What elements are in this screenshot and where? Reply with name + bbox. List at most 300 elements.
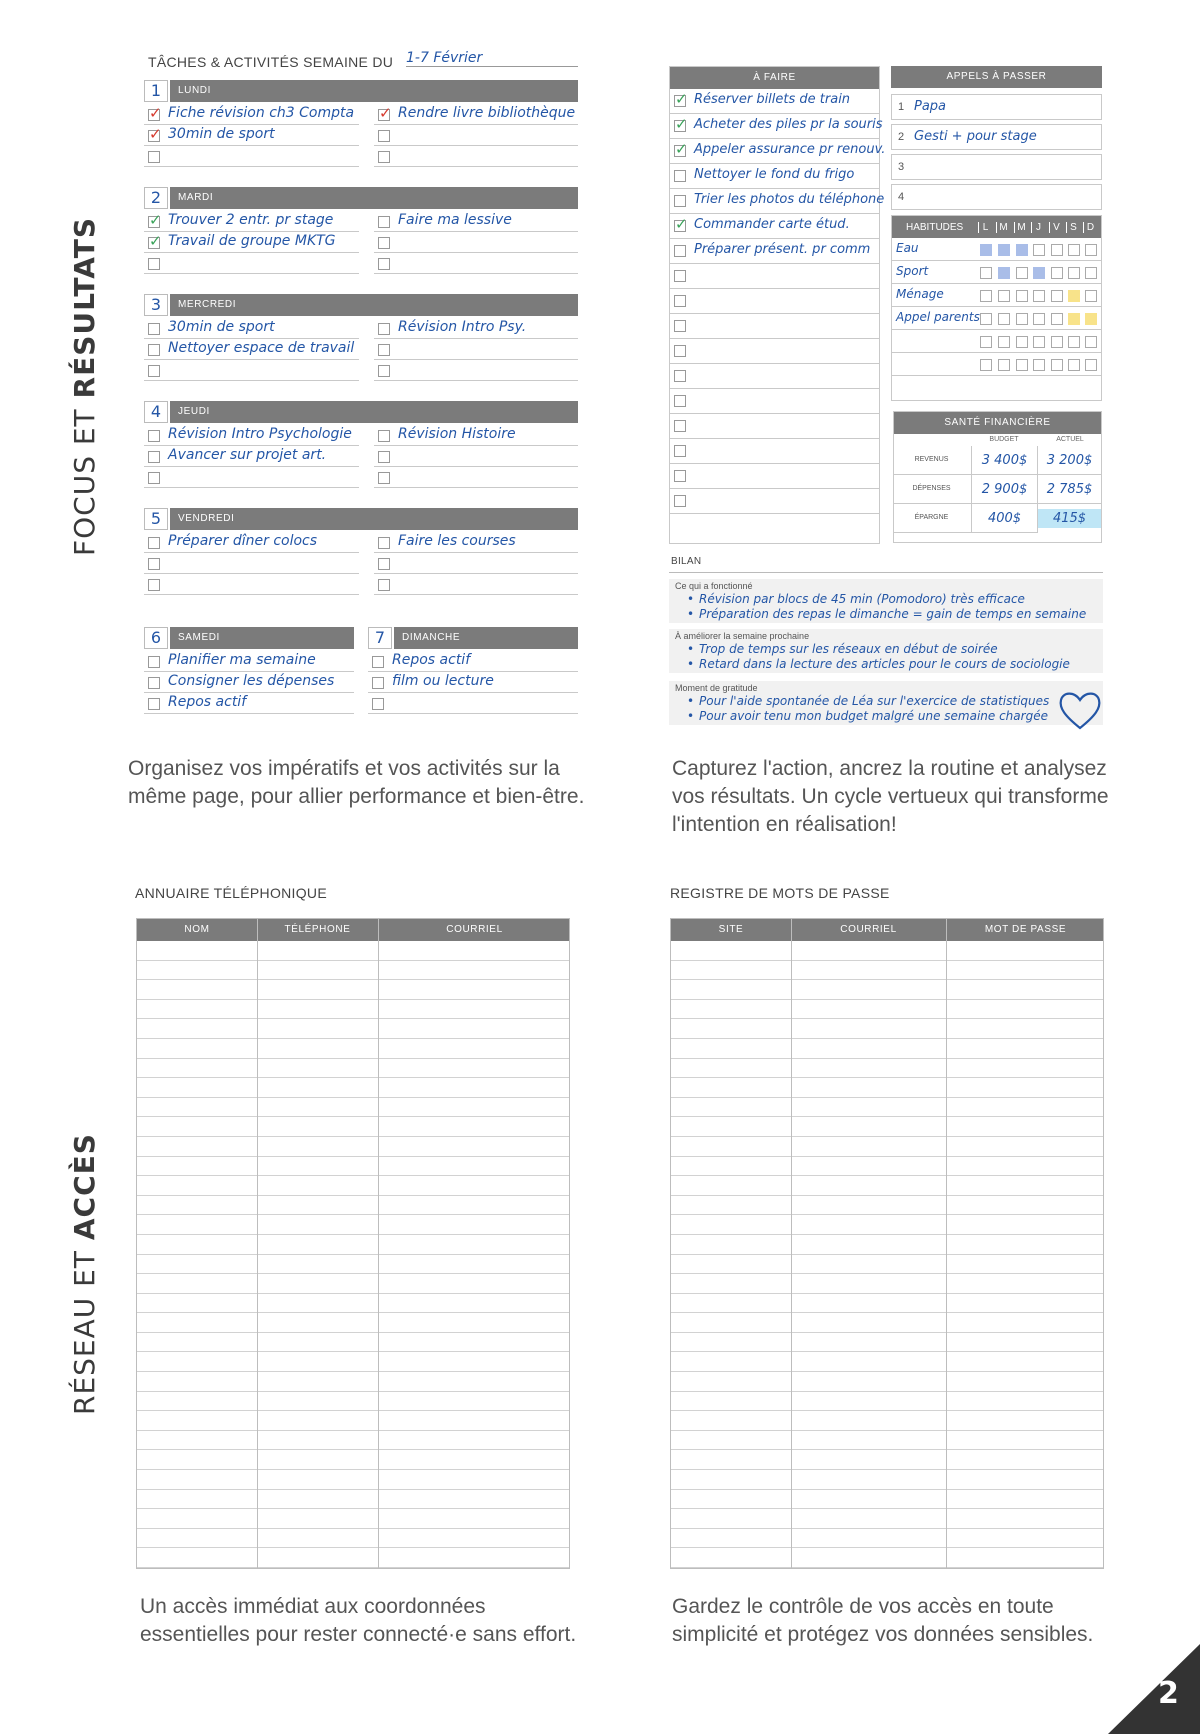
table-row[interactable] (671, 1548, 1103, 1568)
table-row[interactable] (137, 1196, 569, 1216)
task-checkbox[interactable] (148, 365, 160, 377)
task-checkbox[interactable] (148, 677, 160, 689)
day-number: 5 (144, 508, 168, 530)
weekend-block (144, 627, 354, 710)
table-row[interactable] (137, 1411, 569, 1431)
todo-text: Préparer présent. pr comm (694, 242, 871, 257)
table-row[interactable] (671, 980, 1103, 1000)
registre-rows (671, 941, 1103, 1568)
day-block (144, 508, 578, 549)
table-row[interactable] (137, 1294, 569, 1314)
habit-box[interactable] (1085, 290, 1097, 302)
table-row[interactable] (671, 1274, 1103, 1294)
day-number: 6 (144, 627, 168, 649)
task-row[interactable] (144, 693, 354, 714)
day-header (144, 187, 578, 209)
bilan-item: • Retard dans la lecture des articles pour le cours de sociologie (699, 657, 1070, 671)
habit-box[interactable] (998, 359, 1010, 371)
day-header (144, 627, 354, 649)
habit-box[interactable] (998, 290, 1010, 302)
todo-checkbox[interactable] (674, 395, 686, 407)
task-column-right (374, 318, 578, 381)
table-row[interactable] (671, 1000, 1103, 1020)
todo-item[interactable] (670, 389, 879, 414)
todo-item[interactable] (670, 439, 879, 464)
task-checkbox[interactable] (148, 258, 160, 270)
habit-box[interactable] (1068, 336, 1080, 348)
table-row[interactable] (671, 941, 1103, 961)
task-row[interactable] (144, 318, 359, 339)
call-item[interactable] (891, 184, 1102, 210)
table-row[interactable] (671, 961, 1103, 981)
todo-item[interactable] (670, 139, 886, 164)
table-row[interactable] (671, 1431, 1103, 1451)
task-column-right (374, 104, 578, 167)
day-header (144, 401, 578, 423)
table-row[interactable] (671, 1450, 1103, 1470)
task-row[interactable] (144, 651, 354, 672)
calls-panel (891, 66, 1102, 214)
todo-item[interactable] (670, 239, 879, 264)
week-date[interactable]: 1-7 Février (406, 50, 578, 67)
habit-box[interactable] (1033, 313, 1045, 325)
task-checkbox[interactable] (148, 430, 160, 442)
table-row[interactable] (137, 1548, 569, 1568)
task-row[interactable] (144, 211, 359, 232)
task-row[interactable] (374, 532, 578, 553)
task-checkbox[interactable] (378, 151, 390, 163)
task-checkbox[interactable] (378, 451, 390, 463)
task-checkbox[interactable] (148, 237, 160, 249)
task-row[interactable] (144, 232, 359, 253)
habit-box[interactable] (1016, 313, 1028, 325)
task-row[interactable] (144, 672, 354, 693)
habit-box[interactable] (1051, 313, 1063, 325)
table-row[interactable] (671, 1529, 1103, 1549)
todo-item[interactable] (670, 114, 883, 139)
task-checkbox[interactable] (148, 451, 160, 463)
todo-checkbox[interactable] (674, 420, 686, 432)
finance-actuel[interactable]: 3 200$ (1037, 446, 1101, 475)
task-row[interactable] (368, 651, 578, 672)
habit-name: Appel parents (896, 310, 980, 324)
task-row[interactable] (374, 467, 578, 488)
table-row[interactable] (137, 1215, 569, 1235)
habit-box[interactable] (980, 359, 992, 371)
habit-box[interactable] (1085, 244, 1097, 256)
habit-box[interactable] (998, 336, 1010, 348)
bilan-block (669, 579, 1103, 623)
day-block (144, 294, 578, 356)
task-checkbox[interactable] (378, 579, 390, 591)
table-row[interactable] (137, 961, 569, 981)
table-row[interactable] (137, 1352, 569, 1372)
todo-checkbox[interactable] (674, 170, 686, 182)
habit-box[interactable] (1016, 290, 1028, 302)
annuaire-title: ANNUAIRE TÉLÉPHONIQUE (135, 885, 327, 901)
table-row[interactable] (137, 980, 569, 1000)
day-name: MERCREDI (170, 294, 578, 316)
habit-box[interactable] (1051, 244, 1063, 256)
task-checkbox[interactable] (148, 656, 160, 668)
habit-box[interactable] (1051, 267, 1063, 279)
task-checkbox[interactable] (378, 537, 390, 549)
todo-checkbox[interactable] (674, 295, 686, 307)
todo-text: Nettoyer le fond du frigo (694, 167, 855, 182)
habit-box[interactable] (980, 244, 992, 256)
bilan-item: • Révision par blocs de 45 min (Pomodoro) très efficace (699, 592, 1025, 606)
todo-checkbox[interactable] (674, 495, 686, 507)
task-row[interactable] (374, 253, 578, 274)
habit-rows (892, 238, 1101, 376)
table-row[interactable] (671, 1411, 1103, 1431)
task-row[interactable] (374, 574, 578, 595)
table-row[interactable] (671, 1333, 1103, 1353)
table-row[interactable] (671, 1313, 1103, 1333)
table-row[interactable] (671, 1352, 1103, 1372)
finance-col-budget: BUDGET (989, 436, 1019, 443)
bilan-label: À améliorer la semaine prochaine (675, 631, 810, 641)
task-checkbox[interactable] (148, 130, 160, 142)
task-checkbox[interactable] (378, 258, 390, 270)
habit-row (892, 353, 1101, 376)
task-row[interactable] (368, 693, 578, 714)
task-text: Repos actif (168, 694, 247, 710)
call-item[interactable] (891, 94, 1102, 120)
task-checkbox[interactable] (378, 109, 390, 121)
table-row[interactable] (671, 1490, 1103, 1510)
task-checkbox[interactable] (378, 558, 390, 570)
task-row[interactable] (144, 553, 359, 574)
task-text: Travail de groupe MKTG (168, 233, 336, 249)
finance-actuel[interactable]: 2 785$ (1037, 475, 1101, 504)
task-checkbox[interactable] (372, 656, 384, 668)
todo-title: À FAIRE (670, 67, 879, 89)
todo-checkbox[interactable] (674, 270, 686, 282)
registre-header (671, 919, 1103, 941)
finance-row (894, 446, 1101, 475)
task-checkbox[interactable] (148, 344, 160, 356)
habit-box[interactable] (1051, 359, 1063, 371)
task-checkbox[interactable] (148, 558, 160, 570)
task-text: 30min de sport (168, 319, 275, 335)
table-row[interactable] (671, 1255, 1103, 1275)
task-column-right (374, 425, 578, 488)
task-checkbox[interactable] (378, 323, 390, 335)
habit-box[interactable] (1016, 244, 1028, 256)
table-row[interactable] (671, 1392, 1103, 1412)
table-row[interactable] (137, 1490, 569, 1510)
task-column-right (374, 532, 578, 595)
table-row[interactable] (137, 1333, 569, 1353)
table-row[interactable] (671, 1509, 1103, 1529)
bilan-block (669, 681, 1103, 725)
todo-item[interactable] (670, 364, 879, 389)
finance-budget[interactable]: 3 400$ (971, 446, 1037, 475)
task-row[interactable] (144, 467, 359, 488)
table-row[interactable] (671, 1098, 1103, 1118)
table-row[interactable] (137, 1019, 569, 1039)
table-row[interactable] (671, 1294, 1103, 1314)
table-row[interactable] (671, 1039, 1103, 1059)
habit-box[interactable] (1016, 267, 1028, 279)
table-row[interactable] (671, 1235, 1103, 1255)
task-row[interactable] (144, 532, 359, 553)
todo-item[interactable] (670, 464, 879, 489)
table-row[interactable] (671, 1176, 1103, 1196)
todo-list (670, 89, 886, 514)
todo-checkbox[interactable] (674, 220, 686, 232)
todo-checkbox[interactable] (674, 470, 686, 482)
col-header: COURRIEL (446, 924, 503, 935)
call-text: Papa (914, 99, 947, 114)
task-checkbox[interactable] (148, 151, 160, 163)
habit-box[interactable] (1085, 313, 1097, 325)
task-row[interactable] (374, 232, 578, 253)
annuaire-rows (137, 941, 569, 1568)
table-row[interactable] (671, 1059, 1103, 1079)
habit-box[interactable] (1016, 359, 1028, 371)
task-checkbox[interactable] (378, 130, 390, 142)
habit-name: Sport (896, 264, 929, 278)
day-number: 1 (144, 80, 168, 102)
col-header: COURRIEL (840, 924, 897, 935)
task-checkbox[interactable] (148, 323, 160, 335)
todo-item[interactable] (670, 164, 879, 189)
weekly-heading: TÂCHES & ACTIVITÉS SEMAINE DU (148, 54, 394, 70)
task-row[interactable] (374, 339, 578, 360)
habit-box[interactable] (1033, 244, 1045, 256)
task-row[interactable] (144, 425, 359, 446)
table-row[interactable] (137, 1313, 569, 1333)
table-row[interactable] (137, 1059, 569, 1079)
caption-focus-right: Capturez l'action, ancrez la routine et analysez vos résultats. Un cycle vertueux qui transforme l'intention en réalisation! (672, 757, 1109, 836)
task-row[interactable] (144, 446, 359, 467)
task-row[interactable] (144, 574, 359, 595)
todo-checkbox[interactable] (674, 245, 686, 257)
table-row[interactable] (671, 1196, 1103, 1216)
task-row[interactable] (144, 360, 359, 381)
task-row[interactable] (144, 253, 359, 274)
habit-box[interactable] (1068, 244, 1080, 256)
task-row[interactable] (374, 425, 578, 446)
table-row[interactable] (137, 1392, 569, 1412)
habit-row (892, 330, 1101, 353)
habit-box[interactable] (980, 267, 992, 279)
habit-box[interactable] (980, 290, 992, 302)
todo-checkbox[interactable] (674, 345, 686, 357)
habit-box[interactable] (980, 336, 992, 348)
task-checkbox[interactable] (378, 472, 390, 484)
habit-day-label: J (1031, 222, 1045, 233)
table-row[interactable] (671, 1215, 1103, 1235)
table-row[interactable] (137, 1117, 569, 1137)
task-row[interactable] (374, 125, 578, 146)
finance-budget[interactable]: 400$ (971, 504, 1037, 533)
task-text: Faire ma lessive (398, 212, 512, 228)
task-column-left (144, 211, 359, 274)
habit-box[interactable] (1085, 336, 1097, 348)
task-column (144, 651, 354, 714)
call-item[interactable] (891, 124, 1102, 150)
task-checkbox[interactable] (372, 698, 384, 710)
task-row[interactable] (144, 104, 359, 125)
task-row[interactable] (374, 360, 578, 381)
table-row[interactable] (137, 1470, 569, 1490)
table-row[interactable] (137, 1431, 569, 1451)
table-row[interactable] (137, 1137, 569, 1157)
finance-actuel[interactable]: 415$ (1037, 504, 1101, 533)
task-column-right (374, 211, 578, 274)
table-row[interactable] (671, 1470, 1103, 1490)
task-checkbox[interactable] (148, 698, 160, 710)
habit-box[interactable] (1016, 336, 1028, 348)
table-row[interactable] (137, 1372, 569, 1392)
table-row[interactable] (671, 1019, 1103, 1039)
task-row[interactable] (374, 104, 578, 125)
table-row[interactable] (137, 1255, 569, 1275)
habit-box[interactable] (1068, 313, 1080, 325)
task-row[interactable] (374, 211, 578, 232)
weekend-block (368, 627, 578, 689)
table-row[interactable] (137, 1000, 569, 1020)
todo-checkbox[interactable] (674, 120, 686, 132)
table-row[interactable] (137, 1529, 569, 1549)
day-block (144, 401, 578, 463)
task-row[interactable] (374, 318, 578, 339)
registre-table (670, 918, 1104, 1569)
todo-checkbox[interactable] (674, 95, 686, 107)
task-checkbox[interactable] (372, 677, 384, 689)
day-block (144, 187, 578, 249)
habit-day-label: D (1083, 222, 1097, 233)
day-name: DIMANCHE (394, 627, 578, 649)
task-checkbox[interactable] (148, 216, 160, 228)
habit-box[interactable] (1068, 359, 1080, 371)
task-checkbox[interactable] (378, 430, 390, 442)
todo-checkbox[interactable] (674, 370, 686, 382)
todo-item[interactable] (670, 289, 879, 314)
bilan-item: • Préparation des repas le dimanche = gain de temps en semaine (699, 607, 1086, 621)
task-checkbox[interactable] (148, 472, 160, 484)
habit-box[interactable] (998, 267, 1010, 279)
task-column-left (144, 425, 359, 488)
habits-panel (891, 215, 1102, 401)
annuaire-table (136, 918, 570, 1569)
task-checkbox[interactable] (148, 537, 160, 549)
task-row[interactable] (144, 146, 359, 167)
task-text: Révision Intro Psy. (398, 319, 527, 335)
todo-item[interactable] (670, 414, 879, 439)
table-row[interactable] (137, 1235, 569, 1255)
todo-item[interactable] (670, 214, 879, 239)
call-item[interactable] (891, 154, 1102, 180)
task-checkbox[interactable] (378, 344, 390, 356)
task-checkbox[interactable] (148, 579, 160, 591)
table-row[interactable] (671, 1117, 1103, 1137)
habit-box[interactable] (1051, 290, 1063, 302)
table-row[interactable] (137, 941, 569, 961)
task-text: Faire les courses (398, 533, 516, 549)
call-number: 3 (898, 161, 905, 173)
finance-row (894, 475, 1101, 504)
section-title-prefix: FOCUS ET (68, 398, 101, 556)
call-number: 4 (898, 191, 905, 203)
task-checkbox[interactable] (148, 109, 160, 121)
habit-box[interactable] (998, 313, 1010, 325)
task-text: Planifier ma semaine (168, 652, 316, 668)
table-row[interactable] (671, 1157, 1103, 1177)
habit-box[interactable] (980, 313, 992, 325)
task-row[interactable] (144, 125, 359, 146)
todo-item[interactable] (670, 189, 885, 214)
table-row[interactable] (137, 1157, 569, 1177)
section-title-reseau (68, 1133, 101, 1415)
table-row[interactable] (137, 1450, 569, 1470)
col-header: MOT DE PASSE (984, 924, 1067, 935)
task-row[interactable] (368, 672, 578, 693)
habit-row (892, 284, 1101, 307)
table-row[interactable] (671, 1078, 1103, 1098)
day-number: 7 (368, 627, 392, 649)
todo-checkbox[interactable] (674, 445, 686, 457)
calls-list (891, 94, 1102, 210)
table-row[interactable] (671, 1372, 1103, 1392)
todo-item[interactable] (670, 264, 879, 289)
task-checkbox[interactable] (378, 365, 390, 377)
habit-box[interactable] (1051, 336, 1063, 348)
todo-checkbox[interactable] (674, 195, 686, 207)
todo-item[interactable] (670, 314, 879, 339)
habit-box[interactable] (1085, 359, 1097, 371)
task-checkbox[interactable] (378, 237, 390, 249)
task-row[interactable] (374, 553, 578, 574)
habit-box[interactable] (1033, 359, 1045, 371)
finance-budget[interactable]: 2 900$ (971, 475, 1037, 504)
habit-box[interactable] (1033, 267, 1045, 279)
todo-text: Acheter des piles pr la souris (694, 117, 883, 132)
task-text: Nettoyer espace de travail (168, 340, 355, 356)
section-title-focus (68, 217, 101, 556)
habit-box[interactable] (1033, 290, 1045, 302)
task-row[interactable] (374, 446, 578, 467)
task-row[interactable] (144, 339, 359, 360)
todo-item[interactable] (670, 489, 879, 514)
table-row[interactable] (137, 1176, 569, 1196)
todo-item[interactable] (670, 89, 879, 114)
table-row[interactable] (137, 1039, 569, 1059)
table-row[interactable] (671, 1137, 1103, 1157)
todo-checkbox[interactable] (674, 320, 686, 332)
habit-box[interactable] (1068, 267, 1080, 279)
habits-header (892, 216, 1101, 238)
habit-box[interactable] (998, 244, 1010, 256)
task-checkbox[interactable] (378, 216, 390, 228)
table-row[interactable] (137, 1078, 569, 1098)
finance-label: ÉPARGNE (914, 514, 949, 521)
habit-box[interactable] (1085, 267, 1097, 279)
table-row[interactable] (137, 1274, 569, 1294)
todo-checkbox[interactable] (674, 145, 686, 157)
table-row[interactable] (137, 1098, 569, 1118)
table-row[interactable] (137, 1509, 569, 1529)
todo-item[interactable] (670, 339, 879, 364)
finance-rows (894, 446, 1101, 533)
habit-box[interactable] (1068, 290, 1080, 302)
task-text: Repos actif (392, 652, 471, 668)
task-row[interactable] (374, 146, 578, 167)
habit-box[interactable] (1033, 336, 1045, 348)
